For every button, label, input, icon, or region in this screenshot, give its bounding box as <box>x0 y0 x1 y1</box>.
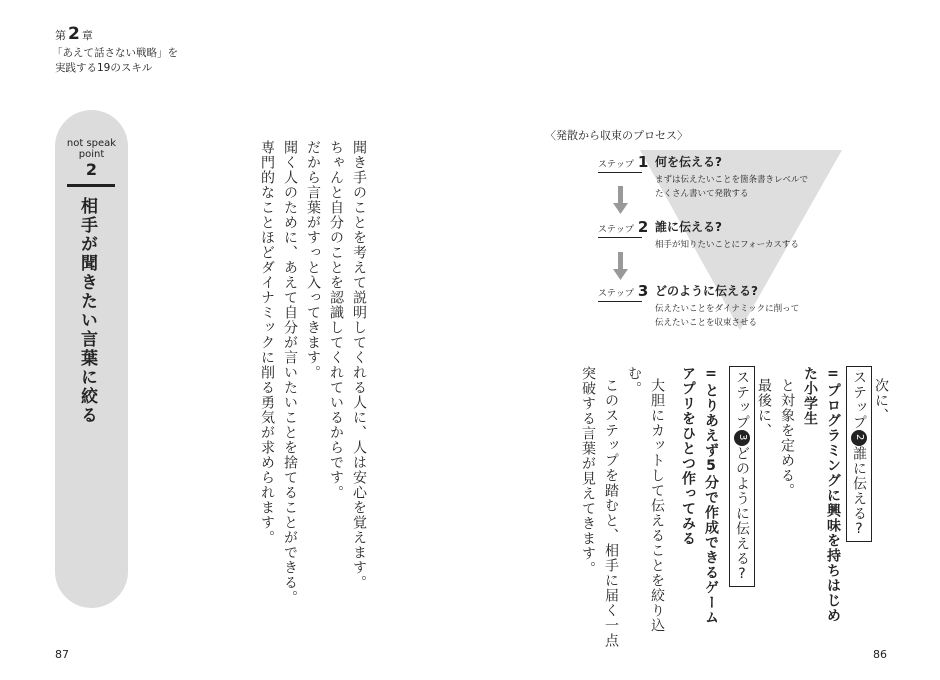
step-box-text: 誰に伝える? <box>851 446 867 538</box>
step-box-word: ステップ <box>734 370 750 430</box>
step-1-heading: 何を伝える? <box>655 155 722 169</box>
right-line-10: 大胆にカットして伝えることを絞り込 <box>649 378 665 633</box>
step-number: 1 <box>637 153 649 171</box>
point-label-line2: point <box>78 149 105 160</box>
step-3-desc-line1: 伝えたいことをダイナミックに削って <box>655 304 800 314</box>
body-line-5: 専門的なことほどダイナミックに削る勇気が求められます。 <box>259 140 275 545</box>
diagram-title: 〈発散から収束のプロセス〉 <box>545 129 688 142</box>
step-circle-number: 2 <box>851 430 867 446</box>
chapter-subtitle-line2: 実践する19のスキル <box>55 62 153 74</box>
step-1-description <box>655 173 808 201</box>
point-number: 2 <box>85 160 98 179</box>
step-2-underline <box>598 237 642 238</box>
right-line-7 <box>729 366 755 587</box>
step-box-text: どのように伝える? <box>734 446 750 583</box>
chapter-number: 2 <box>68 24 80 44</box>
right-line-13: 突破する言葉が見えてきます。 <box>580 366 596 576</box>
step-1-desc-line1: まずは伝えたいことを箇条書きレベルで <box>655 175 809 185</box>
step-1-label <box>598 152 648 171</box>
point-title: 相手が聞きたい言葉に絞る <box>77 197 97 425</box>
arrow-down-icon <box>613 252 628 280</box>
step-3-description <box>655 302 799 330</box>
step-1-desc-line2: たくさん書いて発散する <box>655 189 749 199</box>
step-3-desc-line2: 伝えたいことを収束させる <box>655 318 758 328</box>
step-2-label <box>598 217 648 236</box>
step-2-heading: 誰に伝える? <box>655 220 722 234</box>
right-line-12: このステップを踏むと、相手に届く一点 <box>603 378 619 648</box>
body-line-1: 聞き手のことを考えて説明してくれる人に、人は安心を覚えます。 <box>351 140 367 590</box>
body-line-3: だから言葉がすっと入ってきます。 <box>305 140 321 380</box>
step-number: 3 <box>637 282 649 300</box>
step-1-underline <box>598 172 642 173</box>
chapter-subtitle-line1: 「あえて話さない戦略」を <box>52 47 178 59</box>
page-number-left: 87 <box>55 648 69 661</box>
arrow-down-icon <box>613 186 628 214</box>
body-line-4: 聞く人のために、あえて自分が言いたいことを捨てることができる。 <box>282 140 298 605</box>
step-3-underline <box>598 301 642 302</box>
chapter-prefix: 第 <box>55 29 66 42</box>
step-number: 2 <box>637 218 649 236</box>
step-3-heading: どのように伝える? <box>655 284 758 298</box>
body-line-2: ちゃんと自分のことを認識してくれているからです。 <box>328 140 344 500</box>
step-box-word: ステップ <box>851 370 867 430</box>
step-word: ステップ <box>598 160 634 170</box>
right-line-5: と対象を定める。 <box>779 378 795 498</box>
right-line-4: た小学生 <box>802 366 818 426</box>
step-word: ステップ <box>598 225 634 235</box>
right-line-2 <box>846 366 872 542</box>
right-line-9: アプリをひとつ作ってみる <box>680 366 696 546</box>
right-line-6: 最後に、 <box>756 378 772 438</box>
point-label-line1: not speak <box>66 138 117 149</box>
step-2-box <box>846 366 872 542</box>
right-line-1: 次に、 <box>873 378 889 423</box>
step-3-box <box>729 366 755 587</box>
right-line-3: =プログラミングに興味を持ちはじめ <box>825 366 841 623</box>
page-number-right: 86 <box>873 648 887 661</box>
step-2-description: 相手が知りたいことにフォーカスする <box>655 240 799 250</box>
step-circle-number: 3 <box>734 430 750 446</box>
right-line-11: む。 <box>626 366 642 396</box>
step-3-label <box>598 281 648 300</box>
step-word: ステップ <box>598 289 634 299</box>
right-line-8: =とりあえず5分で作成できるゲーム <box>703 366 719 625</box>
chapter-suffix: 章 <box>81 29 93 42</box>
